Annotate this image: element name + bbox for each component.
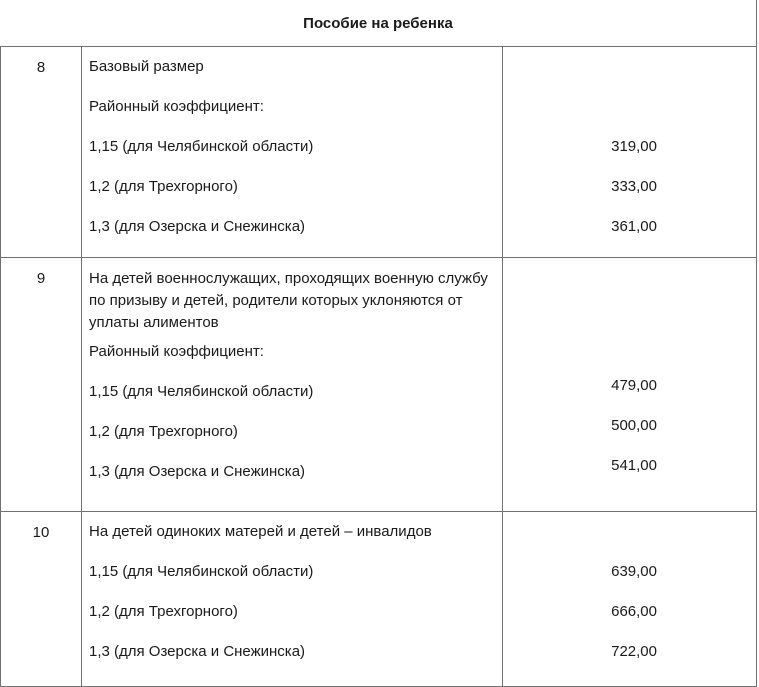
row-line-text: Базовый размер (89, 58, 204, 75)
row-line-text: На детей одиноких матерей и детей – инвалидов (89, 523, 432, 540)
row-number-cell (1, 512, 82, 687)
row-number: 10 (32, 524, 50, 541)
row-line-value (503, 97, 756, 137)
row-number: 9 (36, 270, 46, 287)
row-line-value (503, 522, 756, 562)
row-number: 8 (36, 59, 46, 76)
value-cell (503, 258, 757, 512)
row-line-text: 1,15 (для Челябинской области) (89, 383, 314, 400)
table-row (1, 47, 757, 258)
table-title: Пособие на ребенка (303, 14, 453, 32)
value-cell (503, 512, 757, 687)
row-line-value: 500,00 (611, 417, 657, 434)
row-line-text: Районный коэффициент: (89, 343, 264, 360)
row-line-value: 541,00 (611, 457, 657, 474)
row-line-text: 1,2 (для Трехгорного) (89, 603, 238, 620)
row-heading: На детей военнослужащих, проходящих военную службу по призыву и детей, родители которых уклоняются от уплаты алиментов (89, 270, 488, 331)
row-line-value: 361,00 (611, 218, 657, 235)
row-line-text: 1,2 (для Трехгорного) (89, 423, 238, 440)
row-number-cell (1, 47, 82, 258)
row-line-text: Районный коэффициент: (89, 98, 264, 115)
row-line-text: 1,3 (для Озерска и Снежинска) (89, 643, 306, 660)
row-line-text: 1,15 (для Челябинской области) (89, 563, 314, 580)
row-line-value: 333,00 (611, 178, 657, 195)
row-line-text: 1,15 (для Челябинской области) (89, 138, 314, 155)
divider (756, 0, 757, 46)
row-number-cell (1, 258, 82, 512)
description-cell (82, 512, 503, 687)
benefit-table (0, 46, 757, 687)
description-cell (82, 258, 503, 512)
row-line-value: 639,00 (611, 563, 657, 580)
table-row (1, 512, 757, 687)
row-line-text: 1,3 (для Озерска и Снежинска) (89, 218, 306, 235)
row-line-text: 1,3 (для Озерска и Снежинска) (89, 463, 306, 480)
row-line-value: 666,00 (611, 603, 657, 620)
row-line-text: 1,2 (для Трехгорного) (89, 178, 238, 195)
table-row (1, 258, 757, 512)
row-line-value: 319,00 (611, 138, 657, 155)
value-cell (503, 47, 757, 258)
row-line-value (503, 57, 756, 97)
row-line-value: 479,00 (611, 377, 657, 394)
description-cell (82, 47, 503, 258)
row-line-value: 722,00 (611, 643, 657, 660)
